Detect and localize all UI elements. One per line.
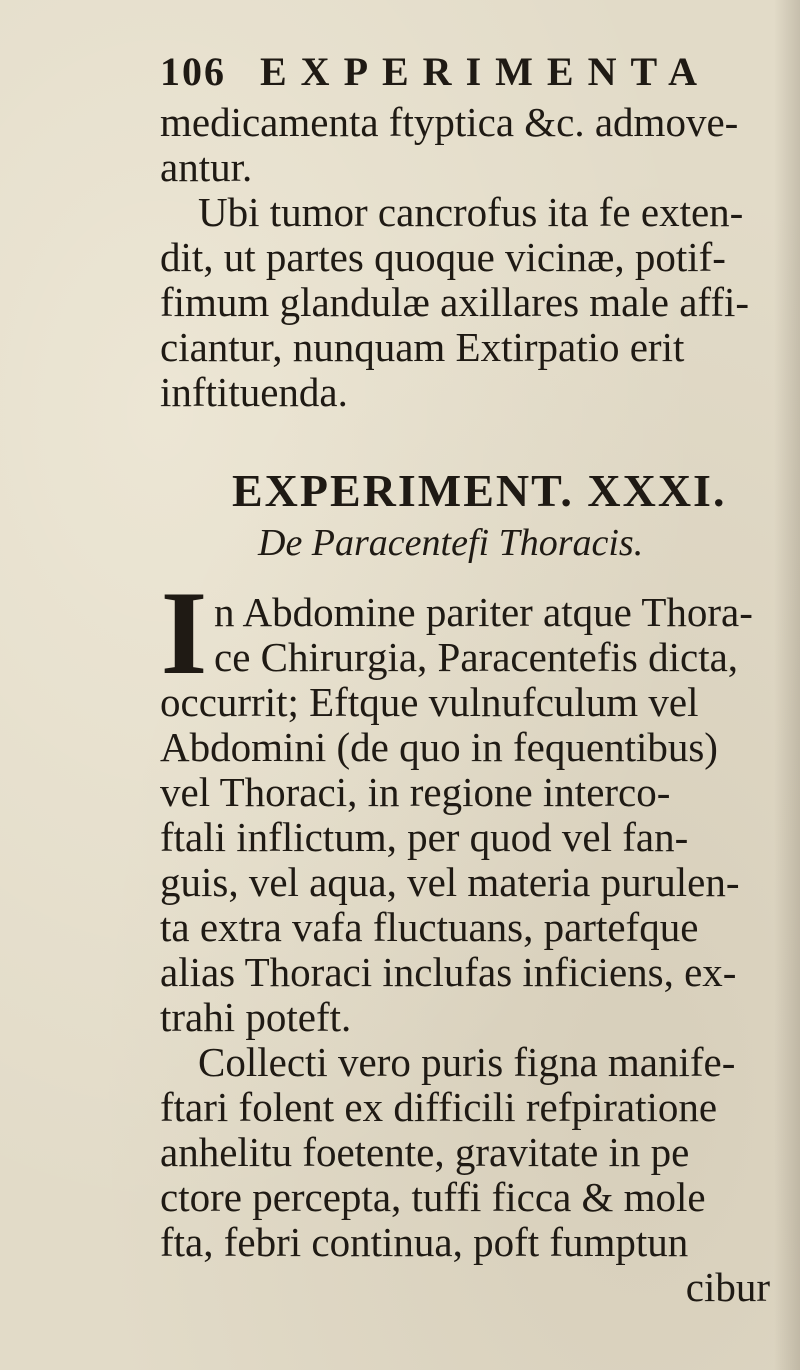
text-line: trahi poteft. [160, 994, 352, 1040]
second-paragraph [160, 1040, 790, 1310]
text-line: ta extra vafa fluctuans, partefque [160, 904, 699, 950]
catchword: cibur [685, 1264, 770, 1310]
text-line: dit, ut partes quoque vicinæ, potif- [160, 234, 726, 280]
text-line: fta, febri continua, poft fumptun [160, 1219, 689, 1265]
text-line: anhelitu foetente, gravitate in pe [160, 1129, 690, 1175]
text-line: medicamenta ftyptica &c. admove- [160, 99, 739, 145]
text-line: vel Thoraci, in regione interco- [160, 769, 671, 815]
section-heading: EXPERIMENT. XXXI. [232, 465, 727, 516]
text-line: ciantur, nunquam Extirpatio erit [160, 324, 685, 370]
drop-cap-lines [214, 590, 794, 680]
top-paragraph [160, 100, 790, 415]
text-line: ftali inflictum, per quod vel fan- [160, 814, 689, 860]
text-line: occurrit; Eftque vulnufculum vel [160, 679, 699, 725]
text-line: inftituenda. [160, 369, 348, 415]
text-line: guis, vel aqua, vel materia purulen- [160, 859, 740, 905]
text-line: Ubi tumor cancrofus ita fe exten- [198, 189, 744, 235]
text-line: Collecti vero puris figna manife- [198, 1039, 736, 1085]
main-paragraph [160, 680, 790, 1040]
text-line: alias Thoraci inclufas inficiens, ex- [160, 949, 737, 995]
page-number: 106 [160, 49, 226, 94]
text-line: n Abdomine pariter atque Thora- [214, 589, 753, 635]
text-line: antur. [160, 144, 253, 190]
text-line: Abdomini (de quo in fequentibus) [160, 724, 718, 770]
text-line: ctore percepta, tuffi ficca & mole [160, 1174, 706, 1220]
drop-cap: I [160, 584, 208, 682]
text-line: ftari folent ex difficili refpiratione [160, 1084, 718, 1130]
section-subheading: De Paracentefi Thoracis. [258, 522, 644, 564]
text-line: fimum glandulæ axillares male affi- [160, 279, 750, 325]
running-head [160, 48, 760, 96]
running-head-title: EXPERIMENTA [260, 49, 712, 94]
text-line: ce Chirurgia, Paracentefis dicta, [214, 634, 739, 680]
